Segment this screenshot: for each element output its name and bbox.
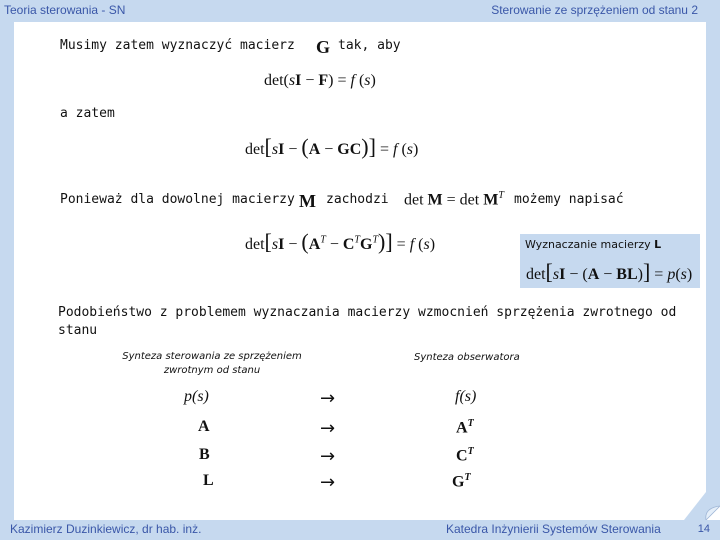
symbol-M: M [299,191,316,211]
text-line2: a zatem [60,106,115,121]
col2-row1: f(s) [455,388,477,405]
observer-gain-box [520,234,700,288]
equation-1: det(sI − F) = f (s) [264,72,376,89]
course-title: Teoria sterowania - SN [4,3,126,17]
col2-row3: $C^T$ [456,446,474,465]
col1-row4: L [203,472,214,489]
arrow-row1-icon: → [320,388,336,409]
arrow-row2-icon: → [320,418,336,439]
left-border [0,22,14,520]
equation-2: det[sI − (A − GC)] = f (s) [245,134,419,159]
box-equation: det[sI − (A − BL)] = p(s) [526,259,693,284]
col1-row3: B [199,446,210,463]
footer-department: Katedra Inżynierii Systemów Sterowania [446,522,661,536]
page-number: 14 [697,523,710,535]
column-title-observer: Synteza obserwatora [414,352,520,363]
page-curl-icon [684,492,720,522]
col1-row1: p(s) [184,388,209,405]
arrow-row4-icon: → [320,472,336,493]
slide-header [0,0,720,22]
column-title-state-feedback: Synteza sterowania ze sprzężeniem zwrotnym od stanu [122,351,302,376]
footer-author: Kazimierz Duzinkiewicz, dr hab. inż. [10,522,202,536]
col2-row2: $A^T$ [456,418,474,437]
right-border [706,22,720,500]
text-line3-b: zachodzi [326,192,389,207]
arrow-row3-icon: → [320,446,336,467]
text-line1-b: tak, aby [338,38,401,53]
symbol-G: G [316,37,331,57]
text-line3-a: Ponieważ dla dowolnej macierzy [60,192,295,207]
box-title: Wyznaczanie macierzy L [525,238,662,251]
col2-row4: $G^T$ [452,472,471,491]
paragraph-similarity: Podobieństwo z problemem wyznaczania macierzy wzmocnień sprzężenia zwrotnego od stanu [58,305,677,338]
equation-3: $\det[sI - (A^T - C^TG^T)] = f$ (s) [245,229,436,254]
slide-footer [0,520,720,540]
text-line1-a: Musimy zatem wyznaczyć macierz [60,38,295,53]
equation-det-identity: $\det M = \det M^T$ [404,190,504,209]
text-line3-c: możemy napisać [514,192,624,207]
slide-title: Sterowanie ze sprzężeniem od stanu 2 [491,3,698,17]
col1-row2: A [198,418,210,435]
